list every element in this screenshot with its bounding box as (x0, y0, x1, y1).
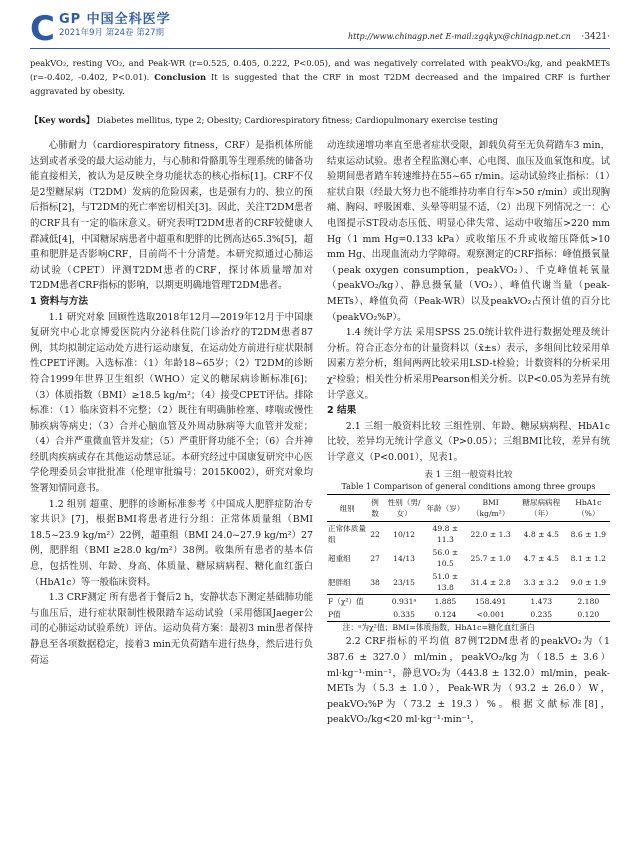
section-2-heading: 2 结果 (327, 405, 357, 417)
table-cell: 2.180 (567, 595, 610, 609)
subjects-paragraph: 1.1 研究对象 回顾性选取2018年12月—2019年12月于中国康复研究中心北京博爱医院内分泌科住院门诊治疗的T2DM患者87例，其均拟制定运动处方进行运动康复，在运动处方前进行症状限制性CPET评测。入选标准：（1）年龄18~65岁；（2）T2DM的诊断符合1999年世界卫生组织（WHO）定义的糖尿病诊断标准[6]；（3）体质指数（BMI）≥18.5 kg/m²；（4）接受CPET评估。排除标准：（1）临床资料不完整；（2）既往有明确肺栓塞、哮喘或慢性肺疾病等病史；（3）合并心脑血管及外周动脉病等大血管并发症；（4）合并严重微血管并发症；（5）严重肝肾功能不全；（6）合并神经肌肉疾病或存在其他运动禁忌证。本研究经过中国康复研究中心医学伦理委员会审批批准（伦理审批编号：2015K002），研究对象均签署知情同意书。 (30, 311, 313, 495)
journal-header (30, 9, 610, 49)
header-contact (348, 32, 610, 42)
table-cell: 0.335 (383, 608, 426, 622)
table-header-cell: 性别（男/女） (383, 495, 426, 522)
table-header-cell: HbA1c（%） (567, 495, 610, 522)
section-1-heading: 1 资料与方法 (30, 295, 88, 307)
abstract-results: peakVO₂, resting VO₂, and Peak-WR (r=0.525, 0.405, 0.222, P<0.05), and was negatively correlated with peakVO₂/kg, and peakMETs (r=-0.402, -0.402, P<0.01). (30, 58, 610, 82)
journal-issue: 2021年9月 第24卷 第27期 (58, 28, 165, 38)
table-cell: 8.1 ± 1.2 (570, 553, 606, 563)
table-cell: 22 (370, 529, 380, 539)
table-cell: <0.001 (465, 608, 516, 622)
journal-url[interactable]: http://www.chinagp.net E-mail:zgqkyx@chinagp.net.cn (347, 32, 571, 41)
table-header-cell: 例数 (367, 495, 382, 522)
table-cell: 158.491 (465, 595, 516, 609)
page-number: ·3421· (581, 32, 610, 42)
table-cell: 31.4 ± 2.8 (470, 577, 511, 587)
table-cell (367, 595, 382, 609)
table-header-cell: 组别 (327, 495, 367, 522)
table-cell: 3.3 ± 3.2 (523, 577, 559, 587)
table-cell: 超重组 (328, 553, 351, 563)
table-cell: 10/12 (393, 529, 416, 539)
table-cell: 27 (370, 553, 380, 563)
table-cell: 14/13 (393, 553, 416, 563)
table-cell: 1.473 (516, 595, 567, 609)
journal-logo (30, 9, 171, 49)
table-cell: 38 (370, 577, 380, 587)
results-general-paragraph: 2.1 三组一般资料比较 三组性别、年龄、糖尿病病程、HbA1c比较，差异均无统计学意义（P>0.05）；三组BMI比较，差异有统计学意义（P<0.001），见表1。 (327, 420, 610, 463)
crf-continued-paragraph: 动连续递增功率直至患者症状受限，卸载负荷至无负荷踏车3 min，结束运动试验。患者全程监测心率、心电图、血压及血氧饱和度。试验期间患者踏车转速维持在55~65 r/min。运动试验终止指标：（1）症状自限（经最大努力也不能维持功率自行车>50 r/min）或出现胸痛、胸闷、呼吸困难、头晕等明显不适，（2）出现下列情况之一：心电图提示ST段动态压低、明显心律失常、运动中收缩压>220 mm Hg（1 mm Hg=0.133 kPa）或收缩压不升或收缩压降低>10 mm Hg、出现血流动力学障碍。观察测定的CRF指标：峰值摄氧量（peak oxygen consumption，peakVO₂）、千克峰值耗氧量（peakVO₂/kg）、静息摄氧量（VO₂）、峰值代谢当量（peak-METs）、峰值负荷（Peak-WR）以及peakVO₂占预计值的百分比（peakVO₂%P）。 (327, 140, 610, 323)
table-cell: 56.0 ± 10.5 (432, 548, 459, 569)
table-header-cell: BMI（kg/m²） (465, 495, 516, 522)
table-1 (327, 494, 610, 622)
table-header-cell: 糖尿病病程（年） (516, 495, 567, 522)
logo-letter: C (30, 9, 55, 49)
table-1-note: 注：ᵃ为χ²值；BMI=体质指数，HbA1c=糖化血红蛋白 (342, 623, 535, 633)
table-1-title-en: Table 1 Comparison of general conditions among three groups (341, 482, 596, 492)
abstract-conclusion: It is suggested that the CRF in most T2DM decreased and the impaired CRF is further aggravated by obesity. (30, 72, 610, 96)
table-cell: 25.7 ± 1.0 (470, 553, 511, 563)
table-header-row (327, 495, 610, 522)
table-row (327, 546, 610, 570)
crf-measure-paragraph: 1.3 CRF测定 所有患者于餐后2 h，安静状态下测定基础肺功能与血压后，进行症状限制性极限踏车运动试验（采用德国Jaeger公司的心肺运动试验系统）评估。运动负荷方案：最初3 min患者保持静息至各项数据稳定，接着3 min无负荷踏车进行热身，然后进行负荷运 (30, 592, 313, 666)
keywords-label: 【Key words】 (30, 115, 95, 125)
table-cell: 4.7 ± 4.5 (523, 553, 559, 563)
keywords-text: Diabetes mellitus, type 2; Obesity; Cardiorespiratory fitness; Cardiopulmonary exercise testing (96, 115, 498, 125)
groups-paragraph: 1.2 组别 超重、肥胖的诊断标准参考《中国成人肥胖症防治专家共识》[7]，根据BMI将患者进行分组：正常体质量组（BMI 18.5~23.9 kg/m²）22例，超重组（BMI 24.0~27.9 kg/m²）27例，肥胖组（BMI ≥28.0 kg/m²）38例。收集所有患者的基本信息，包括性别、年龄、身高、体质量、糖尿病病程、糖化血红蛋白（HbA1c）等一般临床资料。 (30, 498, 313, 588)
table-cell: 0.931ᵃ (383, 595, 426, 609)
conclusion-label: Conclusion (154, 72, 207, 82)
table-cell: 9.0 ± 1.9 (570, 577, 606, 587)
table-cell (367, 608, 382, 622)
table-cell: 23/15 (393, 577, 416, 587)
table-1-title: 表 1 三组一般资料比较 (424, 470, 513, 481)
table-cell: 0.235 (516, 608, 567, 622)
table-stat-row (327, 608, 610, 622)
table-cell: F（χ²）值 (327, 595, 367, 609)
table-cell: 8.6 ± 1.9 (570, 529, 606, 539)
table-cell: 0.124 (425, 608, 465, 622)
table-header-cell: 年龄（岁） (425, 495, 465, 522)
left-column (30, 138, 313, 668)
table-cell: 51.0 ± 13.8 (432, 572, 459, 593)
table-cell: 0.120 (567, 608, 610, 622)
header-divider (30, 48, 610, 49)
table-stat-row (327, 595, 610, 609)
english-abstract (30, 56, 610, 98)
keywords (30, 114, 610, 126)
journal-title: GP 中国全科医学 (58, 12, 171, 27)
table-cell: 22.0 ± 1.3 (470, 529, 511, 539)
table-cell: 49.8 ± 11.3 (432, 524, 459, 545)
table-cell: 正常体质量组 (328, 524, 366, 545)
right-column (327, 138, 610, 728)
intro-paragraph: 心肺耐力（cardiorespiratory fitness，CRF）是指机体所能达到或者承受的最大运动能力，与心肺和骨骼肌等生理系统的储备功能直接相关，被认为是反映全身功能状态的核心指标[1]。CRF不仅是2型糖尿病（T2DM）发病的危险因素，也是强有力的、独立的预后指标[2]，与T2DM的死亡率密切相关[3]。因此，关注T2DM患者的CRF具有一定的临床意义。研究表明T2DM患者的CRF较健康人群减低[4]，中国糖尿病患者中超重和肥胖的比例高达65.3%[5]，超重和肥胖是否影响CRF，目前尚不十分清楚。本研究拟通过心肺运动试验（CPET）评测T2DM患者的CRF，探讨体质量增加对T2DM患者CRF指标的影响，以期更明确地管理T2DM患者。 (30, 140, 313, 292)
table-cell: P值 (327, 608, 367, 622)
statistics-paragraph: 1.4 统计学方法 采用SPSS 25.0统计软件进行数据处理及统计分析。符合正态分布的计量资料以（x̄±s）表示，多组间比较采用单因素方差分析，组间两两比较采用LSD-t检验；计数资料的分析采用χ²检验；相关性分析采用Pearson相关分析。以P<0.05为差异有统计学意义。 (327, 327, 610, 401)
crf-mean-paragraph: 2.2 CRF指标的平均值 87例T2DM患者的peakVO₂为（1 387.6 ± 327.0）ml/min，peakVO₂/kg为（18.5 ± 3.6）ml·kg⁻¹·min⁻¹，静息VO₂为（443.8 ± 132.0）ml/min，peak-METs为（5.3 ± 1.0），Peak-WR为（93.2 ± 26.0）W，peakVO₂%P为（73.2 ± 19.3）%。根据文献标准[8]，peakVO₂/kg<20 ml·kg⁻¹·min⁻¹， (327, 636, 610, 726)
table-row (327, 522, 610, 547)
table-cell: 4.8 ± 4.5 (523, 529, 559, 539)
table-row (327, 570, 610, 595)
table-cell: 1.885 (425, 595, 465, 609)
table-cell: 肥胖组 (328, 577, 351, 587)
